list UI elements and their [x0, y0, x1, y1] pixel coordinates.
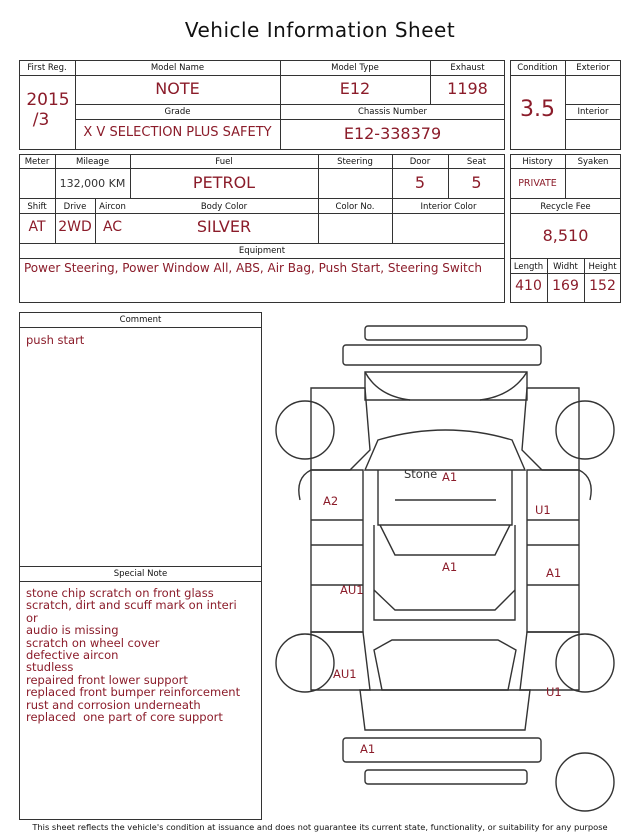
- first-reg-month: /3: [32, 110, 50, 130]
- model-name-label: Model Name: [150, 63, 205, 73]
- width-value: 169: [552, 278, 579, 294]
- seat-label: Seat: [466, 157, 487, 167]
- damage-mark-rear-bumper: A1: [360, 742, 376, 756]
- history-value: PRIVATE: [518, 178, 557, 189]
- interior-color-label: Interior Color: [420, 202, 477, 212]
- comment-text: push start: [26, 333, 85, 347]
- drive-label: Drive: [63, 202, 87, 212]
- damage-mark-left-front-fender: A2: [323, 494, 339, 508]
- first-reg-label: First Reg.: [27, 63, 67, 73]
- mileage-value: 132,000 KM: [59, 177, 126, 190]
- body-color-label: Body Color: [200, 202, 248, 212]
- damage-mark-roof: A1: [442, 560, 458, 574]
- fuel-value: PETROL: [192, 173, 256, 192]
- drive-value: 2WD: [58, 219, 92, 235]
- chassis-number-value: E12-338379: [343, 124, 442, 143]
- damage-mark-left-rear-door: AU1: [340, 583, 364, 597]
- damage-mark-right-rear-quarter: U1: [546, 685, 562, 699]
- meter-label: Meter: [24, 157, 50, 167]
- damage-mark-right-rear-door: A1: [546, 566, 562, 580]
- recycle-fee-label: Recycle Fee: [540, 202, 591, 212]
- color-no-label: Color No.: [335, 202, 375, 212]
- height-label: Height: [588, 262, 617, 272]
- width-label: Widht: [553, 262, 578, 272]
- model-name-value: NOTE: [155, 79, 200, 98]
- door-value: 5: [414, 173, 426, 192]
- condition-label: Condition: [517, 63, 558, 73]
- damage-mark-front-glass: A1: [442, 470, 458, 484]
- aircon-label: Aircon: [99, 202, 126, 212]
- body-color-value: SILVER: [196, 217, 252, 236]
- mileage-label: Mileage: [75, 157, 110, 167]
- page-title: Vehicle Information Sheet: [184, 18, 456, 42]
- fuel-label: Fuel: [215, 157, 233, 167]
- model-type-value: E12: [339, 79, 371, 98]
- equipment-label: Equipment: [238, 246, 286, 256]
- exhaust-label: Exhaust: [450, 63, 485, 73]
- recycle-fee-value: 8,510: [542, 226, 589, 245]
- condition-grade: 3.5: [520, 97, 555, 122]
- damage-mark-right-front-door: U1: [535, 503, 551, 517]
- length-value: 410: [515, 278, 542, 294]
- grade-value: X V SELECTION PLUS SAFETY: [83, 125, 272, 140]
- equipment-value: Power Steering, Power Window All, ABS, Air Bag, Push Start, Steering Switch: [24, 261, 482, 275]
- special-note-text: stone chip scratch on front glass scratch, dirt and scuff mark on interi or audio is missing scratch on wheel cover defective aircon studless repaired front lower support replaced front bumper reinforcement rust and corrosion underneath replaced one part of core support: [26, 586, 241, 725]
- length-label: Length: [513, 262, 544, 272]
- first-reg-year: 2015: [26, 90, 70, 110]
- disclaimer-footer: This sheet reflects the vehicle's condition at issuance and does not guarantee its current state, functionality, or suitability for any purpose: [32, 822, 608, 832]
- history-label: History: [522, 157, 553, 167]
- damage-mark-stone: Stone: [404, 467, 438, 481]
- shift-value: AT: [28, 219, 46, 235]
- special-note-label: Special Note: [113, 569, 168, 579]
- exhaust-value: 1198: [447, 79, 488, 98]
- door-label: Door: [409, 157, 431, 167]
- chassis-number-label: Chassis Number: [357, 107, 428, 117]
- exterior-label: Exterior: [576, 63, 610, 73]
- grade-label: Grade: [164, 107, 191, 117]
- steering-label: Steering: [337, 157, 373, 167]
- seat-value: 5: [471, 173, 482, 192]
- aircon-value: AC: [102, 219, 123, 235]
- height-value: 152: [589, 278, 616, 294]
- interior-label: Interior: [577, 107, 609, 117]
- comment-label: Comment: [119, 315, 162, 325]
- syaken-label: Syaken: [577, 157, 609, 167]
- model-type-label: Model Type: [331, 63, 379, 73]
- damage-mark-left-rear-quarter: AU1: [333, 667, 357, 681]
- shift-label: Shift: [27, 202, 47, 212]
